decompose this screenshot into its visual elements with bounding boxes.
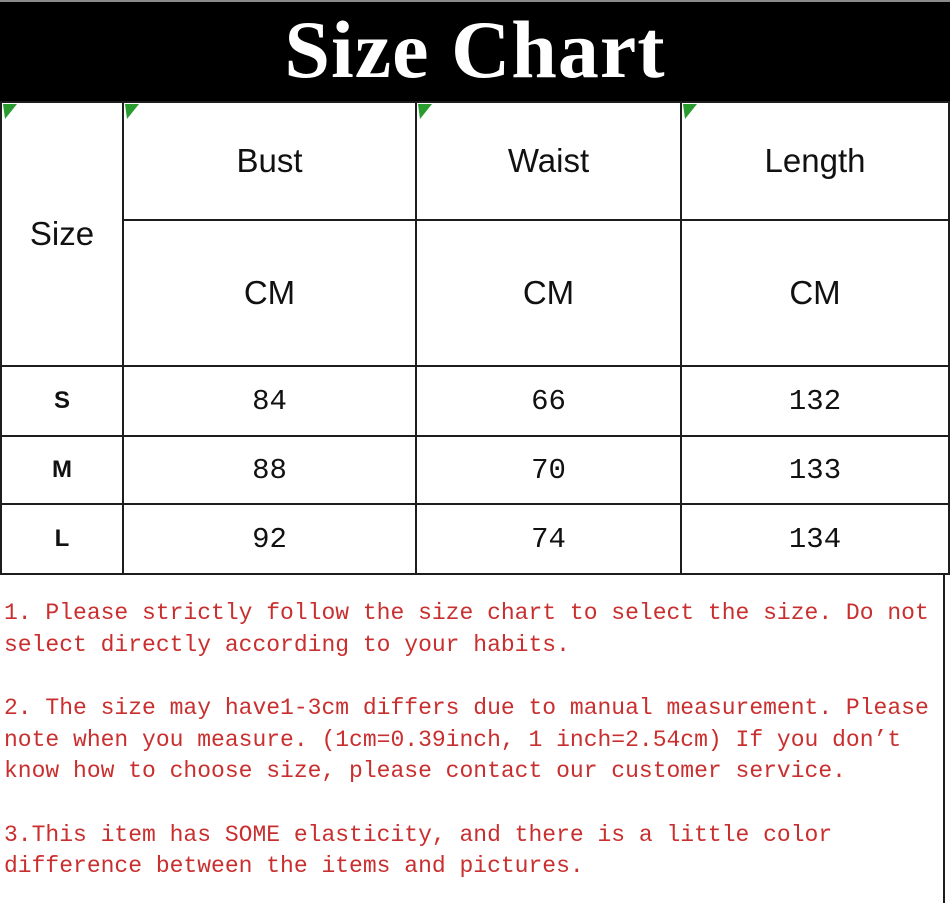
row-s-length: 132 — [681, 366, 949, 436]
unit-cell-length: CM — [681, 220, 949, 366]
row-l-length: 134 — [681, 504, 949, 574]
note-1 — [4, 598, 944, 661]
header-size — [1, 102, 123, 366]
header-length — [681, 102, 949, 220]
row-l-size: L — [1, 504, 123, 574]
row-s-waist: 66 — [416, 366, 681, 436]
header-bust-label: Bust — [236, 142, 303, 179]
note-line: difference between the items and pictures. — [4, 853, 584, 879]
row-l-bust: 92 — [123, 504, 416, 574]
table-row — [1, 366, 949, 436]
title-banner — [0, 0, 950, 103]
row-m-size: M — [1, 436, 123, 504]
table-row — [1, 504, 949, 574]
note-line: 2. The size may have1-3cm differs due to manual measurement. Please — [4, 695, 929, 721]
table-row — [1, 436, 949, 504]
header-waist — [416, 102, 681, 220]
note-line: 3.This item has SOME elasticity, and there is a little color — [4, 821, 833, 848]
row-m-waist: 70 — [416, 436, 681, 504]
row-s-size: S — [1, 366, 123, 436]
row-m-bust: 88 — [123, 436, 416, 504]
page-title: Size Chart — [284, 3, 666, 95]
size-table — [0, 101, 950, 575]
note-3 — [4, 820, 944, 883]
note-2 — [4, 693, 944, 788]
header-size-label: Size — [29, 215, 95, 252]
comment-flag-icon — [683, 104, 698, 120]
header-bust — [123, 102, 416, 220]
row-l-waist: 74 — [416, 504, 681, 574]
row-s-bust: 84 — [123, 366, 416, 436]
row-m-length: 133 — [681, 436, 949, 504]
comment-flag-icon — [3, 104, 18, 120]
notes-section — [4, 598, 944, 903]
note-line: know how to choose size, please contact our customer service. — [4, 758, 846, 784]
comment-flag-icon — [418, 104, 433, 120]
unit-cell-bust: CM — [123, 220, 416, 366]
unit-cell-waist: CM — [416, 220, 681, 366]
comment-flag-icon — [125, 104, 140, 120]
header-waist-label: Waist — [507, 142, 590, 179]
note-line: 1. Please strictly follow the size chart to select the size. Do not — [4, 600, 929, 626]
header-length-label: Length — [764, 142, 866, 179]
note-line: select directly according to your habits. — [4, 631, 570, 658]
note-line: note when you measure. (1cm=0.39inch, 1 inch=2.54cm) If you don’t — [4, 726, 902, 753]
